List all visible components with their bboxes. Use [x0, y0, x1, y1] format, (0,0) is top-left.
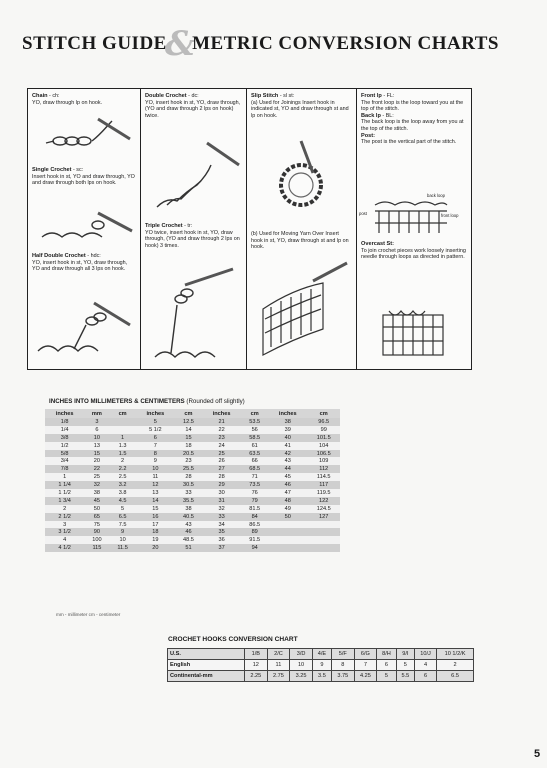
table-cell: 19: [136, 536, 175, 544]
chain-abbr: - ch:: [47, 93, 60, 99]
column-header: inches: [268, 409, 307, 418]
table-cell: 76: [241, 489, 268, 497]
table-cell: 3.5: [312, 671, 331, 682]
overcast-illustration: [379, 307, 449, 361]
inches-title-text: INCHES INTO MILLIMETERS & CENTIMETERS: [49, 398, 185, 405]
table-cell: 117: [307, 481, 340, 489]
half-double-name: Half Double Crochet: [32, 253, 86, 259]
table-cell: 3: [84, 418, 109, 426]
page-title: [22, 24, 499, 64]
table-cell: 37: [202, 544, 241, 552]
table-cell: 38: [175, 505, 202, 513]
unit-legend: mm - millimeter cm - centimeter: [56, 612, 121, 617]
table-body: [168, 649, 474, 682]
table-cell: 14: [136, 497, 175, 505]
table-cell: 63.5: [241, 450, 268, 458]
table-row: [45, 473, 340, 481]
table-cell: 47: [268, 489, 307, 497]
table-row: [45, 536, 340, 544]
table-cell: 53.5: [241, 418, 268, 426]
half-double-entry: [32, 253, 136, 273]
table-row: [168, 671, 474, 682]
column-header: inches: [202, 409, 241, 418]
table-cell: 22: [84, 465, 109, 473]
front-lp-text: The front loop is the loop toward you at the top of the stitch.: [361, 99, 464, 113]
table-cell: 23: [175, 457, 202, 465]
table-cell: 9/I: [396, 649, 414, 660]
row-label: English: [168, 660, 245, 671]
row-label: Continental-mm: [168, 671, 245, 682]
table-cell: 10/J: [414, 649, 436, 660]
hook-icon: [185, 269, 233, 285]
half-double-illustration: [34, 295, 134, 365]
table-cell: 30.5: [175, 481, 202, 489]
table-cell: 109: [307, 457, 340, 465]
table-cell: 1/B: [245, 649, 268, 660]
table-cell: 124.5: [307, 505, 340, 513]
table-cell: 17: [136, 521, 175, 529]
table-cell: 21: [202, 418, 241, 426]
table-cell: 75: [84, 521, 109, 529]
table-row: [45, 544, 340, 552]
table-cell: 34: [202, 521, 241, 529]
table-cell: 3/8: [45, 434, 84, 442]
loop-diagram-illustration: [371, 197, 451, 237]
slip-stitch-b-entry: [251, 231, 352, 251]
table-cell: 29: [202, 481, 241, 489]
table-cell: 81.5: [241, 505, 268, 513]
back-lp-abbr: - BL:: [380, 112, 394, 119]
hook-icon: [94, 303, 130, 325]
table-cell: 18: [175, 442, 202, 450]
table-cell: 45: [84, 497, 109, 505]
table-cell: 43: [268, 457, 307, 465]
table-cell: 46: [175, 528, 202, 536]
slip-ring-illustration: [261, 133, 351, 219]
hook-icon: [98, 119, 130, 139]
table-cell: 10: [84, 434, 109, 442]
table-cell: 10: [136, 465, 175, 473]
table-row: [45, 426, 340, 434]
title-ampersand: &: [164, 24, 197, 64]
table-cell: 94: [241, 544, 268, 552]
table-cell: 99: [307, 426, 340, 434]
table-cell: 66: [241, 457, 268, 465]
table-cell: 6.5: [437, 671, 474, 682]
post-text: The post is the vertical part of the stitch.: [361, 139, 457, 146]
table-cell: 104: [307, 442, 340, 450]
table-cell: 106.5: [307, 450, 340, 458]
table-body: [45, 418, 340, 552]
table-cell: 2: [110, 457, 136, 465]
back-lp-text: The back loop is the loop away from you at the top of the stitch.: [361, 119, 464, 132]
table-cell: 114.5: [307, 473, 340, 481]
table-cell: 8/H: [377, 649, 397, 660]
column-header: cm: [241, 409, 268, 418]
table-cell: 44: [268, 465, 307, 473]
table-cell: 5: [110, 505, 136, 513]
overcast-entry: [361, 241, 467, 261]
table-cell: 10 1/2/K: [437, 649, 474, 660]
table-cell: [307, 521, 340, 529]
table-cell: 1 1/4: [45, 481, 84, 489]
table-cell: 2.25: [245, 671, 268, 682]
table-cell: 25.5: [175, 465, 202, 473]
table-row: [45, 465, 340, 473]
table-cell: 3/D: [290, 649, 313, 660]
column-header: cm: [175, 409, 202, 418]
table-cell: 41: [268, 442, 307, 450]
table-cell: 101.5: [307, 434, 340, 442]
table-cell: 5/8: [45, 450, 84, 458]
table-cell: 35: [202, 528, 241, 536]
front-loop-entry: [361, 93, 467, 146]
table-cell: 4 1/2: [45, 544, 84, 552]
table-cell: 4/E: [312, 649, 331, 660]
table-cell: [307, 536, 340, 544]
table-cell: 71: [241, 473, 268, 481]
table-cell: 91.5: [241, 536, 268, 544]
table-cell: [110, 426, 136, 434]
table-cell: 56: [241, 426, 268, 434]
single-abbr: - sc:: [71, 167, 84, 173]
table-cell: 40.5: [175, 513, 202, 521]
table-cell: 4: [414, 660, 436, 671]
front-lp-name: Front lp: [361, 93, 382, 99]
table-cell: 119.5: [307, 489, 340, 497]
table-cell: 13: [136, 489, 175, 497]
table-row: [45, 434, 340, 442]
table-cell: 16: [136, 513, 175, 521]
hook-icon: [301, 141, 313, 173]
stitch-guide-panel: [27, 88, 472, 370]
triple-abbr: - tr:: [182, 223, 193, 229]
table-row: [45, 457, 340, 465]
column-header: cm: [307, 409, 340, 418]
table-cell: [307, 544, 340, 552]
table-cell: [268, 536, 307, 544]
table-cell: 32: [202, 505, 241, 513]
chain-name: Chain: [32, 93, 48, 99]
stitch-column-2: [141, 89, 247, 369]
slip-text-b: (b) Used for Moving Yarn Over Insert hook in st, YO, draw through st and lp on hook.: [251, 231, 349, 251]
table-cell: 40: [268, 434, 307, 442]
table-cell: 10: [290, 660, 313, 671]
table-cell: 43: [175, 521, 202, 529]
table-cell: [268, 528, 307, 536]
table-cell: 30: [202, 489, 241, 497]
double-abbr: - dc:: [186, 93, 199, 99]
table-cell: 20: [136, 544, 175, 552]
table-row: [45, 489, 340, 497]
half-double-abbr: - hdc:: [85, 253, 101, 259]
table-cell: 4: [45, 536, 84, 544]
table-cell: 42: [268, 450, 307, 458]
hooks-conversion-table: [167, 648, 474, 682]
table-row: [45, 450, 340, 458]
table-cell: [307, 528, 340, 536]
table-cell: 112: [307, 465, 340, 473]
stitch-column-4: [357, 89, 471, 369]
column-header: cm: [110, 409, 136, 418]
table-cell: 4.25: [354, 671, 377, 682]
table-cell: 1.5: [110, 450, 136, 458]
table-cell: 46: [268, 481, 307, 489]
table-row: [45, 497, 340, 505]
table-cell: 1: [110, 434, 136, 442]
table-header-row: [45, 409, 340, 418]
single-crochet-illustration: [38, 207, 136, 247]
table-cell: 8: [136, 450, 175, 458]
table-cell: 79: [241, 497, 268, 505]
table-cell: 6: [136, 434, 175, 442]
chain-illustration: [42, 113, 132, 159]
table-cell: 7.5: [110, 521, 136, 529]
triple-crochet-illustration: [151, 265, 245, 365]
table-cell: 35.5: [175, 497, 202, 505]
table-cell: 3.8: [110, 489, 136, 497]
table-row: [45, 505, 340, 513]
table-cell: 5/F: [331, 649, 354, 660]
triple-name: Triple Crochet: [145, 223, 183, 229]
hooks-chart-title: CROCHET HOOKS CONVERSION CHART: [168, 636, 298, 643]
table-cell: 3 1/2: [45, 528, 84, 536]
table-cell: 2.5: [110, 473, 136, 481]
slip-fabric-illustration: [253, 259, 353, 365]
table-cell: 6/G: [354, 649, 377, 660]
post-name: Post:: [361, 132, 375, 139]
table-cell: 58.5: [241, 434, 268, 442]
table-row: [45, 481, 340, 489]
table-cell: 127: [307, 513, 340, 521]
table-cell: 11.5: [110, 544, 136, 552]
table-cell: 13: [84, 442, 109, 450]
table-cell: 96.5: [307, 418, 340, 426]
table-cell: 5: [396, 660, 414, 671]
table-row: [45, 528, 340, 536]
table-cell: 7: [354, 660, 377, 671]
triple-crochet-entry: [145, 223, 242, 249]
table-cell: 3/4: [45, 457, 84, 465]
table-cell: 12.5: [175, 418, 202, 426]
table-cell: 6: [377, 660, 397, 671]
table-cell: 1/4: [45, 426, 84, 434]
table-cell: 20: [84, 457, 109, 465]
table-cell: 2: [45, 505, 84, 513]
triple-text: YO twice, insert hook in st, YO, draw through, (YO and draw through 2 lps on hook) 3 times.: [145, 229, 240, 249]
table-cell: 86.5: [241, 521, 268, 529]
table-cell: 36: [202, 536, 241, 544]
single-name: Single Crochet: [32, 167, 72, 173]
table-cell: 3.25: [290, 671, 313, 682]
table-cell: 15: [136, 505, 175, 513]
overcast-text: To join crochet pieces work loosely inserting needle through loops as directed in pattern.: [361, 247, 466, 261]
double-name: Double Crochet: [145, 93, 187, 99]
table-cell: 100: [84, 536, 109, 544]
table-cell: 26: [202, 457, 241, 465]
table-cell: 122: [307, 497, 340, 505]
table-cell: 22: [202, 426, 241, 434]
table-cell: 1.3: [110, 442, 136, 450]
inches-conversion-table: [45, 409, 340, 552]
chain-entry: [32, 93, 136, 106]
table-cell: 9: [312, 660, 331, 671]
table-cell: 10: [110, 536, 136, 544]
table-cell: 89: [241, 528, 268, 536]
table-cell: 31: [202, 497, 241, 505]
page-number: 5: [534, 748, 541, 760]
table-cell: 3.75: [331, 671, 354, 682]
table-cell: 28: [175, 473, 202, 481]
table-cell: 6: [84, 426, 109, 434]
table-cell: 2: [437, 660, 474, 671]
table-cell: 11: [136, 473, 175, 481]
inches-chart-title: [49, 398, 245, 405]
table-cell: 50: [84, 505, 109, 513]
table-cell: 24: [202, 442, 241, 450]
double-crochet-illustration: [151, 135, 243, 215]
column-header: inches: [45, 409, 84, 418]
slip-text-a: (a) Used for Joinings Insert hook in indicated st, YO and draw through st and lp on hook.: [251, 99, 349, 119]
table-row: [168, 649, 474, 660]
slip-abbr: - sl st:: [278, 93, 295, 99]
table-cell: 1 3/4: [45, 497, 84, 505]
chain-text: YO, draw through lp on hook.: [32, 99, 103, 106]
table-cell: 2 1/2: [45, 513, 84, 521]
slip-stitch-entry: [251, 93, 352, 119]
single-crochet-entry: [32, 167, 136, 187]
stitch-column-3: [247, 89, 357, 369]
table-cell: 32: [84, 481, 109, 489]
column-header: inches: [136, 409, 175, 418]
table-cell: 2/C: [267, 649, 290, 660]
table-cell: 68.5: [241, 465, 268, 473]
single-text: Insert hook in st, YO and draw through, YO and draw through both lps on hook.: [32, 173, 135, 187]
table-cell: 4.5: [110, 497, 136, 505]
table-cell: 48.5: [175, 536, 202, 544]
table-cell: 1/8: [45, 418, 84, 426]
table-cell: 23: [202, 434, 241, 442]
table-cell: 15: [84, 450, 109, 458]
slip-name: Slip Stitch: [251, 93, 279, 99]
table-cell: 8: [331, 660, 354, 671]
table-cell: 48: [268, 497, 307, 505]
front-loop-label: front loop: [441, 213, 459, 218]
table-cell: 5.5: [396, 671, 414, 682]
table-cell: 7: [136, 442, 175, 450]
table-cell: 18: [136, 528, 175, 536]
table-cell: 84: [241, 513, 268, 521]
back-lp-name: Back lp: [361, 112, 381, 119]
table-cell: 12: [245, 660, 268, 671]
table-cell: 5 1/2: [136, 426, 175, 434]
table-cell: [110, 418, 136, 426]
table-cell: 5: [377, 671, 397, 682]
table-cell: 5: [136, 418, 175, 426]
table-cell: 20.5: [175, 450, 202, 458]
table-cell: 50: [268, 513, 307, 521]
table-cell: 38: [268, 418, 307, 426]
table-cell: 6.5: [110, 513, 136, 521]
table-cell: 73.5: [241, 481, 268, 489]
table-cell: 27: [202, 465, 241, 473]
table-cell: 33: [175, 489, 202, 497]
table-cell: 28: [202, 473, 241, 481]
table-cell: [268, 521, 307, 529]
table-cell: 2.2: [110, 465, 136, 473]
title-left: STITCH GUIDE: [22, 33, 167, 54]
back-loop-label: back loop: [427, 193, 445, 198]
half-double-text: YO, insert hook in st, YO, draw through, YO and draw through all 3 lps on hook.: [32, 259, 128, 273]
stitch-column-1: [28, 89, 141, 369]
table-cell: 115: [84, 544, 109, 552]
table-cell: 6: [414, 671, 436, 682]
table-cell: 12: [136, 481, 175, 489]
table-cell: [268, 544, 307, 552]
title-right: METRIC CONVERSION CHARTS: [192, 33, 499, 54]
table-cell: 25: [84, 473, 109, 481]
table-row: [45, 513, 340, 521]
table-cell: 1: [45, 473, 84, 481]
column-header: mm: [84, 409, 109, 418]
table-cell: 7/8: [45, 465, 84, 473]
table-cell: 9: [136, 457, 175, 465]
double-text: YO, insert hook in st, YO, draw through, (YO and draw through 2 lps on hook) twice.: [145, 99, 241, 119]
table-cell: 11: [267, 660, 290, 671]
table-cell: 49: [268, 505, 307, 513]
row-label: U.S.: [168, 649, 245, 660]
front-lp-abbr: - FL:: [381, 93, 395, 99]
table-cell: 38: [84, 489, 109, 497]
table-cell: 9: [110, 528, 136, 536]
table-cell: 3.2: [110, 481, 136, 489]
hook-icon: [207, 143, 239, 165]
table-cell: 25: [202, 450, 241, 458]
table-row: [45, 418, 340, 426]
table-row: [45, 521, 340, 529]
table-cell: 45: [268, 473, 307, 481]
overcast-name: Overcast St:: [361, 241, 394, 247]
table-cell: 1/2: [45, 442, 84, 450]
table-cell: 51: [175, 544, 202, 552]
table-cell: 90: [84, 528, 109, 536]
table-cell: 33: [202, 513, 241, 521]
table-cell: 1 1/2: [45, 489, 84, 497]
inches-subtitle: (Rounded off slightly): [184, 398, 245, 405]
post-label: post: [359, 211, 367, 216]
table-row: [45, 442, 340, 450]
table-cell: 39: [268, 426, 307, 434]
table-cell: 61: [241, 442, 268, 450]
table-cell: 2.75: [267, 671, 290, 682]
double-crochet-entry: [145, 93, 242, 119]
table-row: [168, 660, 474, 671]
table-cell: 15: [175, 434, 202, 442]
table-cell: 3: [45, 521, 84, 529]
hook-icon: [313, 263, 347, 281]
table-cell: 65: [84, 513, 109, 521]
table-cell: 14: [175, 426, 202, 434]
